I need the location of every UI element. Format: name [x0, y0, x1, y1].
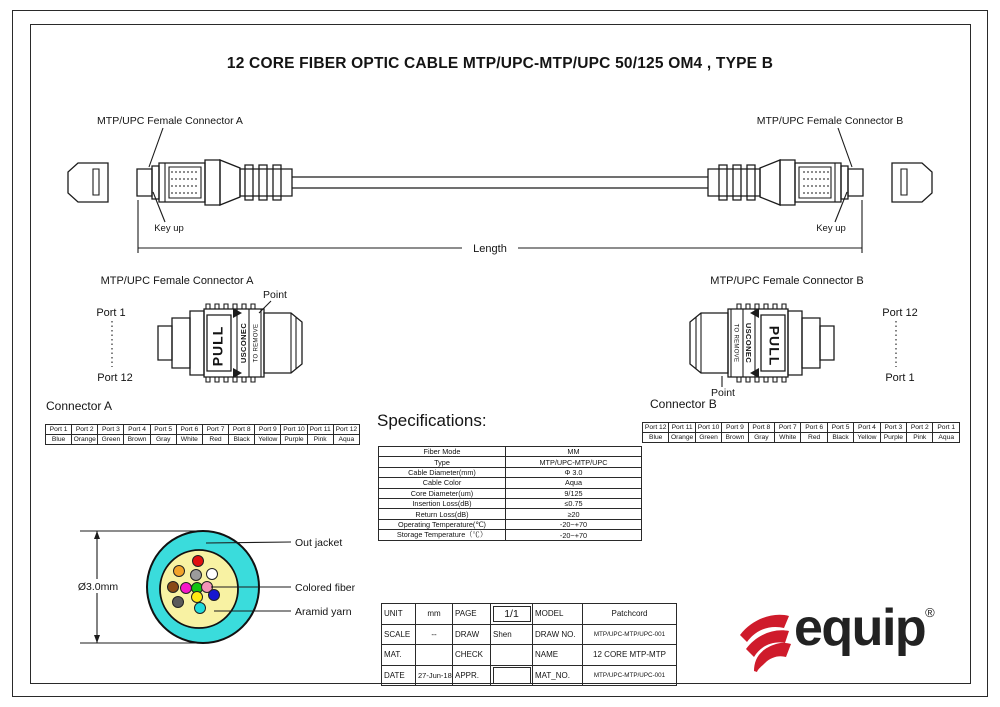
detail-a-title: MTP/UPC Female Connector A [100, 275, 254, 287]
titleblock-value-cell: -- [416, 624, 453, 645]
port-color-cell: Gray [748, 433, 774, 443]
pull-tab-text-b: PULL [766, 325, 783, 367]
registered-mark: ® [925, 605, 935, 620]
port-color-cell: White [775, 433, 801, 443]
titleblock-label-cell: APPR. [453, 665, 491, 686]
spec-value-cell: ≤0.75 [506, 498, 642, 508]
fiber-dot-brown [168, 582, 179, 593]
titleblock-value-cell: mm [416, 604, 453, 625]
colored-fiber-label: Colored fiber [295, 582, 356, 594]
titleblock-label-cell: DRAW [453, 624, 491, 645]
out-jacket-label: Out jacket [295, 537, 343, 549]
port-color-cell: Green [98, 435, 124, 445]
connector-b-detail-view [690, 275, 918, 399]
detail-a-body [158, 304, 302, 382]
detail-b-title: MTP/UPC Female Connector B [710, 275, 864, 287]
port-table-a [45, 424, 360, 445]
port-color-cell: Red [801, 433, 827, 443]
port-number-cell: Port 6 [801, 423, 827, 433]
spec-label-cell: Cable Color [379, 478, 506, 488]
port-table-b [642, 422, 960, 443]
spec-label-cell: Core Diameter(um) [379, 488, 506, 498]
brand-text-b: USCONEC [744, 322, 754, 364]
connector-a-detail-view [96, 275, 302, 384]
spec-label-cell: Insertion Loss(dB) [379, 498, 506, 508]
port-number-cell: Port 7 [775, 423, 801, 433]
port-color-cell: Purple [880, 433, 906, 443]
titleblock-label-cell: PAGE [453, 604, 491, 625]
cable-cross-section [74, 531, 356, 643]
spec-value-cell: -20~+70 [506, 530, 642, 541]
detail-b-body [690, 304, 834, 382]
titleblock-label-cell: DRAW NO. [533, 624, 583, 645]
port-color-cell: Black [229, 435, 255, 445]
titleblock-value-cell: Patchcord [583, 604, 677, 625]
port-number-cell: Port 5 [827, 423, 853, 433]
port-number-cell: Port 10 [695, 423, 721, 433]
port-number-cell: Port 2 [907, 423, 933, 433]
spec-label-cell: Operating Temperature(℃) [379, 519, 506, 529]
port-color-cell: Purple [281, 435, 307, 445]
titleblock-value-cell: 12 CORE MTP-MTP [583, 645, 677, 666]
port-color-cell: Aqua [933, 433, 960, 443]
spec-label-cell: Return Loss(dB) [379, 509, 506, 519]
port-color-cell: Gray [150, 435, 176, 445]
point-label-a: Point [263, 289, 287, 301]
port1-label-a: Port 1 [96, 307, 126, 319]
port-color-cell: Aqua [333, 435, 359, 445]
port-color-cell: Red [202, 435, 228, 445]
brand-text-a: USCONEC [238, 322, 248, 364]
fiber-dot-yellow [192, 592, 203, 603]
port12-label-b: Port 12 [882, 307, 918, 319]
pull-tab-text-a: PULL [209, 325, 226, 367]
port-number-cell: Port 12 [333, 425, 359, 435]
port-number-cell: Port 4 [854, 423, 880, 433]
spec-value-cell: 9/125 [506, 488, 642, 498]
titleblock-value-cell: Shen [491, 624, 533, 645]
spec-value-cell: MTP/UPC-MTP/UPC [506, 457, 642, 467]
point-label-b: Point [711, 387, 735, 399]
connector-a-side-view [68, 160, 292, 205]
titleblock-label-cell: DATE [382, 665, 416, 686]
length-dimension [138, 200, 862, 255]
port-color-cell: Brown [124, 435, 150, 445]
spec-label-cell: Storage Temperature（℃） [379, 530, 506, 541]
port-color-cell: Black [827, 433, 853, 443]
port-color-cell: Yellow [854, 433, 880, 443]
spec-value-cell: Φ 3.0 [506, 467, 642, 477]
titleblock-label-cell: UNIT [382, 604, 416, 625]
port-number-cell: Port 7 [202, 425, 228, 435]
spec-label-cell: Fiber Mode [379, 447, 506, 457]
spec-label-cell: Type [379, 457, 506, 467]
port-color-cell: Brown [722, 433, 748, 443]
page-title: 12 CORE FIBER OPTIC CABLE MTP/UPC-MTP/UPC 50/125 OM4 , TYPE B [226, 55, 774, 72]
specifications-heading: Specifications: [377, 411, 487, 430]
port-color-cell: Blue [643, 433, 669, 443]
point-leader-a [259, 301, 271, 313]
fiber-dot-black [173, 597, 184, 608]
equip-flag-icon [730, 610, 794, 674]
titleblock-label-cell: MAT_NO. [533, 665, 583, 686]
port-number-cell: Port 8 [748, 423, 774, 433]
port-table-a-caption: Connector A [46, 399, 113, 413]
port-table-b-caption: Connector B [650, 397, 717, 411]
spec-value-cell: -20~+70 [506, 519, 642, 529]
fiber-dot-aqua [195, 603, 206, 614]
port-number-cell: Port 9 [255, 425, 281, 435]
port-number-cell: Port 8 [229, 425, 255, 435]
titleblock-value-cell: MTP/UPC-MTP/UPC-001 [583, 665, 677, 686]
titleblock-value-cell [416, 645, 453, 666]
port-number-cell: Port 9 [722, 423, 748, 433]
port-number-cell: Port 4 [124, 425, 150, 435]
titleblock-value-cell [491, 645, 533, 666]
spec-value-cell: MM [506, 447, 642, 457]
port-number-cell: Port 10 [281, 425, 307, 435]
length-label: Length [473, 243, 507, 255]
aramid-yarn-label: Aramid yarn [295, 606, 352, 618]
titleblock-value-cell: 1/1 [491, 604, 533, 625]
fiber-dot-blue [209, 590, 220, 601]
port-number-cell: Port 3 [880, 423, 906, 433]
port-number-cell: Port 5 [150, 425, 176, 435]
spec-value-cell: ≥20 [506, 509, 642, 519]
spec-value-cell: Aqua [506, 478, 642, 488]
titleblock-label-cell: CHECK [453, 645, 491, 666]
equip-logo [728, 599, 943, 678]
connector-b-leader-line [838, 128, 852, 167]
port-number-cell: Port 11 [669, 423, 695, 433]
port-color-cell: Blue [46, 435, 72, 445]
connector-b-callout: MTP/UPC Female Connector B [756, 115, 904, 127]
key-up-a-label: Key up [154, 223, 184, 234]
port-number-cell: Port 1 [46, 425, 72, 435]
key-up-b-label: Key up [816, 223, 846, 234]
fiber-dot-white [207, 569, 218, 580]
port-number-cell: Port 6 [176, 425, 202, 435]
titleblock-value-cell: 27-Jun-18 [416, 665, 453, 686]
port-color-cell: Green [695, 433, 721, 443]
port-number-cell: Port 2 [72, 425, 98, 435]
titleblock-value-cell [491, 665, 533, 686]
fiber-dot-orange [174, 566, 185, 577]
fiber-dot-magenta [181, 583, 192, 594]
port-color-cell: Orange [73, 436, 96, 443]
port1-label-b: Port 1 [885, 372, 915, 384]
titleblock-label-cell: SCALE [382, 624, 416, 645]
titleblock-label-cell: MODEL [533, 604, 583, 625]
port-number-cell: Port 12 [643, 423, 669, 433]
remove-text-a: TO REMOVE [253, 323, 260, 363]
titleblock-label-cell: NAME [533, 645, 583, 666]
equip-wordmark: equip® [794, 599, 935, 657]
titleblock-label-cell: MAT. [382, 645, 416, 666]
connector-b-side-view [708, 160, 932, 205]
titleblock-value-cell: MTP/UPC-MTP/UPC-001 [583, 624, 677, 645]
remove-text-b: TO REMOVE [732, 323, 739, 363]
spec-label-cell: Cable Diameter(mm) [379, 467, 506, 477]
cable-diameter-label: Ø3.0mm [77, 581, 119, 593]
port-number-cell: Port 11 [307, 425, 333, 435]
port-color-cell: Yellow [255, 435, 281, 445]
port-color-cell: White [176, 435, 202, 445]
port12-label-a: Port 12 [97, 372, 133, 384]
port-color-cell: Pink [907, 433, 933, 443]
connector-a-callout: MTP/UPC Female Connector A [97, 115, 243, 127]
specifications-table [378, 446, 642, 541]
port-color-cell: Pink [307, 435, 333, 445]
title-block [381, 603, 677, 686]
port-color-cell: Orange [669, 433, 695, 443]
fiber-dot-red [193, 556, 204, 567]
connector-a-leader-line [149, 128, 163, 167]
cable-assembly-drawing [68, 115, 932, 255]
port-number-cell: Port 3 [98, 425, 124, 435]
port-number-cell: Port 1 [933, 423, 960, 433]
fiber-dot-gray [191, 570, 202, 581]
